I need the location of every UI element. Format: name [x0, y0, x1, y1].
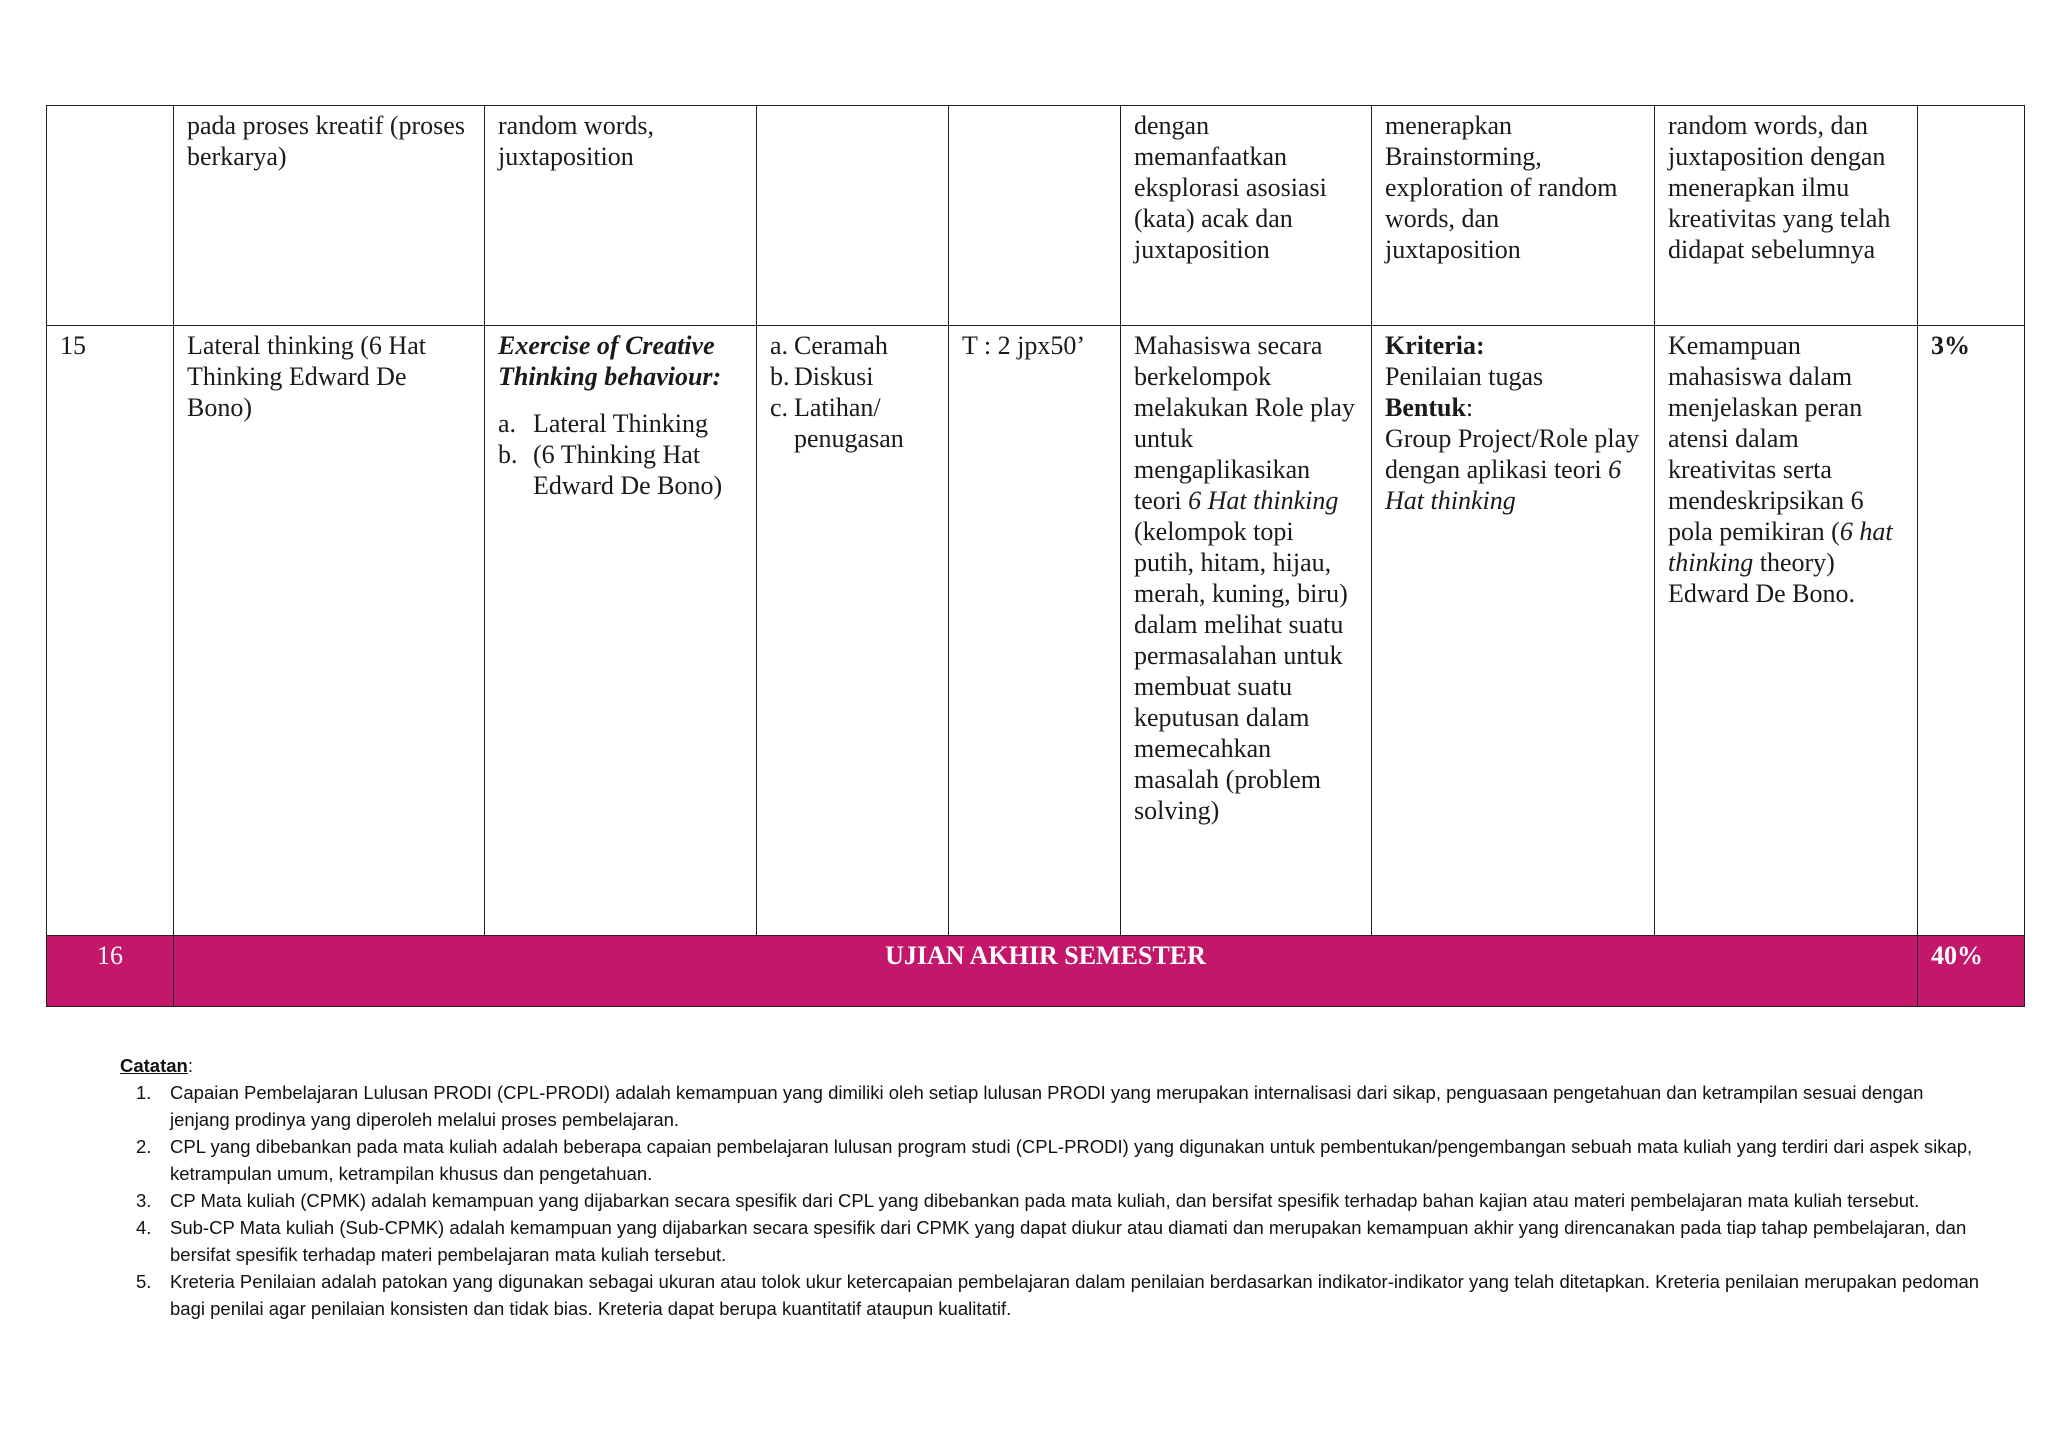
criteria-text: Penilaian tugas	[1385, 362, 1544, 391]
method-cell	[757, 106, 949, 326]
weight-cell: 40%	[1918, 936, 2025, 1007]
note-item: 3. CP Mata kuliah (CPMK) adalah kemampuan yang dijabarkan secara spesifik dari CPL yang dibebankan pada mata kuliah, dan bersifat spesifik terhadap bahan kajian atau materi pembelajaran mata kuliah tersebut.	[136, 1190, 1920, 1211]
notes-header: Catatan:	[120, 1055, 193, 1076]
activity-cell: Mahasiswa secara berkelompok melakukan Role play untuk mengaplikasikan teori 6 Hat thinking (kelompok topi putih, hitam, hijau, merah, kuning, biru) dalam melihat suatu permasalahan untuk membuat suatu keputusan dalam memecahkan masalah (problem solving)	[1121, 326, 1372, 936]
table-row-15	[47, 326, 2025, 936]
list-item: c. Latihan/ penugasan	[770, 393, 904, 453]
assessment-cell	[1372, 326, 1655, 936]
material-cell: random words, juxtaposition	[485, 106, 757, 326]
weight-cell: 3%	[1918, 326, 2025, 936]
table-row-16-uas	[47, 936, 2025, 1007]
week-number: 16	[47, 936, 174, 1007]
notes-list	[120, 1079, 1980, 1322]
method-list	[770, 330, 935, 454]
notes-section	[120, 1052, 1980, 1322]
list-item: b. (6 Thinking Hat Edward De Bono)	[498, 440, 723, 500]
sub-cpmk-cell: pada proses kreatif (proses berkarya)	[174, 106, 485, 326]
week-cell	[47, 106, 174, 326]
list-item: a. Ceramah	[770, 331, 888, 360]
note-item: 2. CPL yang dibebankan pada mata kuliah adalah beberapa capaian pembelajaran lulusan program studi (CPL-PRODI) yang digunakan untuk pembentukan/pengembangan sebuah mata kuliah yang terdiri dari aspek sikap, ketrampulan umum, ketrampilan khusus dan pengetahuan.	[136, 1136, 1973, 1184]
note-item: 4. Sub-CP Mata kuliah (Sub-CPMK) adalah kemampuan yang dijabarkan secara spesifik dari CPMK yang dapat diukur atau diamati dan merupakan kemampuan akhir yang direncanakan pada tiap tahap pembelajaran, dan bersifat spesifik terhadap materi pembelajaran mata kuliah tersebut.	[136, 1217, 1967, 1265]
rps-table	[46, 105, 2025, 1007]
note-item: 5. Kreteria Penilaian adalah patokan yang digunakan sebagai ukuran atau tolok ukur ketercapaian pembelajaran dalam penilaian berdasarkan indikator-indikator yang telah ditetapkan. Kreteria penilaian merupakan pedoman bagi penilai agar penilaian konsisten dan tidak bias. Kreteria dapat berupa kuantitatif ataupun kualitatif.	[136, 1271, 1980, 1319]
week-number: 15	[47, 326, 174, 936]
table-row-continued	[47, 106, 2025, 326]
list-item: a. Lateral Thinking	[498, 409, 708, 438]
assessment-cell: menerapkan Brainstorming, exploration of random words, dan juxtaposition	[1372, 106, 1655, 326]
topic-cell: Lateral thinking (6 Hat Thinking Edward De Bono)	[174, 326, 485, 936]
form-text: Group Project/Role play dengan aplikasi teori 6 Hat thinking	[1385, 424, 1640, 515]
activity-cell: dengan memanfaatkan eksplorasi asosiasi (kata) acak dan juxtaposition	[1121, 106, 1372, 326]
criteria-label: Kriteria:	[1385, 331, 1485, 360]
form-label: Bentuk:	[1385, 393, 1474, 422]
time-cell	[949, 106, 1121, 326]
material-cell	[485, 326, 757, 936]
uas-title: UJIAN AKHIR SEMESTER	[174, 936, 1918, 1007]
material-title: Exercise of Creative Thinking behaviour:	[498, 331, 722, 391]
list-item: b. Diskusi	[770, 362, 874, 391]
weight-cell	[1918, 106, 2025, 326]
indicator-cell: Kemampuan mahasiswa dalam menjelaskan peran atensi dalam kreativitas serta mendeskripsikan 6 pola pemikiran (6 hat thinking theory) Edward De Bono.	[1655, 326, 1918, 936]
time-cell: T : 2 jpx50’	[949, 326, 1121, 936]
material-list	[498, 408, 743, 501]
indicator-cell: random words, dan juxtaposition dengan menerapkan ilmu kreativitas yang telah didapat sebelumnya	[1655, 106, 1918, 326]
method-cell	[757, 326, 949, 936]
note-item: 1. Capaian Pembelajaran Lulusan PRODI (CPL-PRODI) adalah kemampuan yang dimiliki oleh setiap lulusan PRODI yang merupakan internalisasi dari sikap, penguasaan pengetahuan dan ketrampilan sesuai dengan jenjang prodinya yang diperoleh melalui proses pembelajaran.	[136, 1082, 1924, 1130]
